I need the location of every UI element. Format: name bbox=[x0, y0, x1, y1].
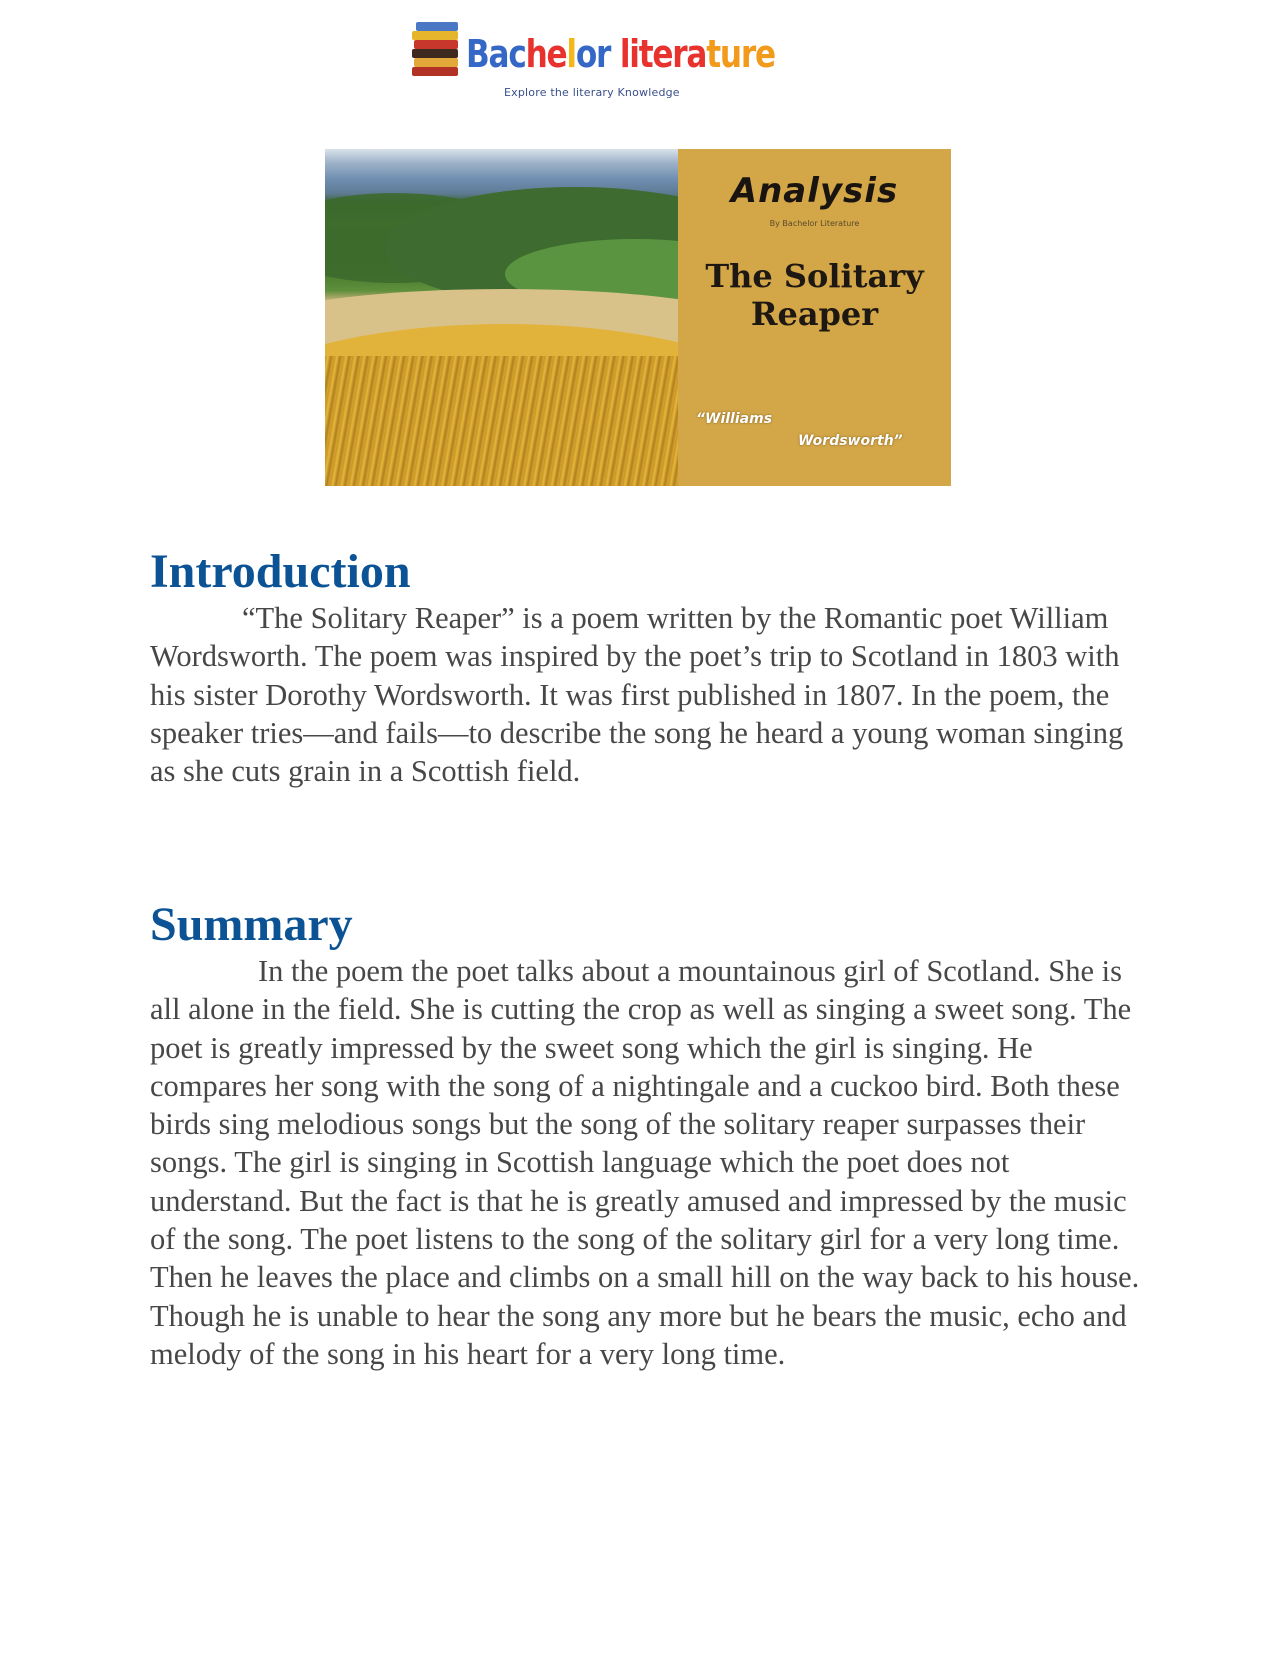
logo-title-part: litera bbox=[619, 32, 707, 76]
summary-paragraph: In the poem the poet talks about a mountainous girl of Scotland. She is all alone in the field. She is cutting the crop as well as singing a sweet song. The poet is greatly impressed by the sweet song which the girl is singing. He compares her song with the song of a nightingale and a cuckoo bird. Both these birds sing melodious songs but the song of the solitary reaper surpasses their songs. The girl is singing in Scottish language which the poet does not understand. But the fact is that he is greatly amused and impressed by the music of the song. The poet listens to the song of the solitary girl for a very long time. Then he leaves the place and climbs on a small hill on the way back to his house. Though he is unable to hear the song any more but he bears the music, echo and melody of the song in his heart for a very long time. bbox=[150, 954, 1140, 1371]
banner-title-line: The Solitary bbox=[705, 257, 924, 295]
logo-title-part: he bbox=[525, 32, 567, 76]
wheat-field-photo bbox=[325, 149, 678, 486]
logo-title bbox=[466, 32, 775, 76]
introduction-heading: Introduction bbox=[150, 545, 411, 598]
summary-heading: Summary bbox=[150, 898, 353, 951]
summary-section bbox=[150, 898, 1140, 1373]
banner-author-line: “Williams bbox=[696, 411, 773, 427]
article-banner-image bbox=[325, 149, 951, 486]
books-stack-icon bbox=[412, 22, 460, 80]
logo-title-part: ture bbox=[706, 32, 775, 76]
site-logo[interactable] bbox=[412, 20, 775, 106]
logo-title-part: or bbox=[575, 32, 620, 76]
banner-heading: Analysis bbox=[730, 171, 899, 211]
banner-author-line: Wordsworth” bbox=[798, 433, 903, 449]
banner-title-line: Reaper bbox=[750, 295, 879, 333]
introduction-section bbox=[150, 545, 1140, 790]
banner-byline: By Bachelor Literature bbox=[769, 219, 860, 228]
banner-title bbox=[678, 257, 951, 333]
logo-title-part: Bac bbox=[466, 32, 526, 76]
logo-tagline: Explore the literary Knowledge bbox=[504, 86, 680, 99]
introduction-paragraph: “The Solitary Reaper” is a poem written by the Romantic poet William Wordsworth. The poem was inspired by the poet’s trip to Scotland in 1803 with his sister Dorothy Wordsworth. It was first published in 1807. In the poem, the speaker tries—and fails—to describe the song he heard a young woman singing as she cuts grain in a Scottish field. bbox=[150, 601, 1124, 789]
banner-title-panel bbox=[678, 149, 951, 486]
logo-title-part: l bbox=[566, 32, 576, 76]
